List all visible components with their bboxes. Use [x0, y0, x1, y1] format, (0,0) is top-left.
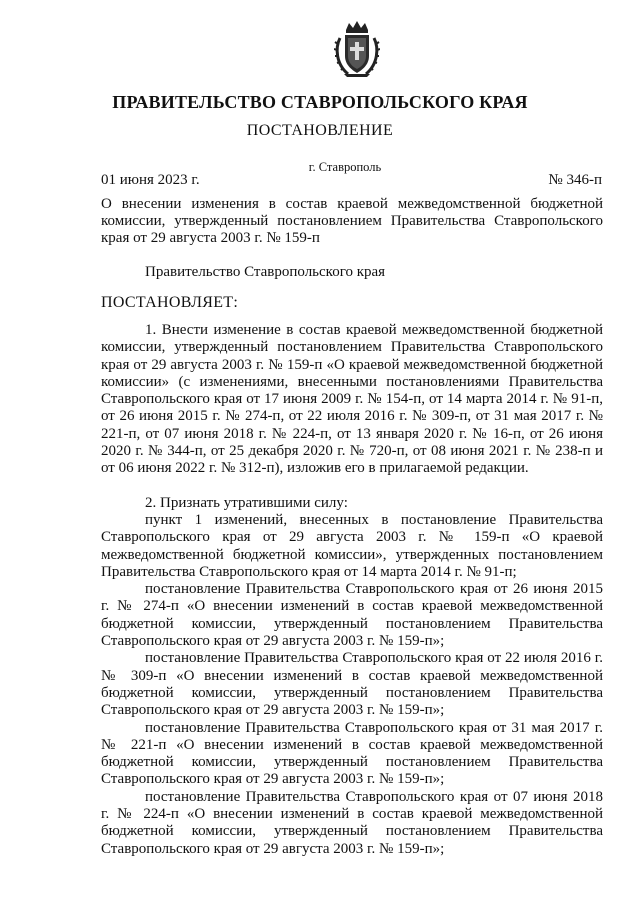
paragraph-2-item: постановление Правительства Ставропольского края от 31 мая 2017 г. № 221-п «О внесении изменений в состав краевой межведомственной бюджетной комиссии, утвержденный постановлением Правительства Ставропольского края от 29 августа 2003 г. № 159-п»;	[101, 719, 603, 788]
coat-of-arms-icon	[334, 20, 380, 78]
document-body	[101, 322, 603, 858]
paragraph-1: 1. Внести изменение в состав краевой межведомственной бюджетной комиссии, утвержденный постановлением Правительства Ставропольского края от 29 августа 2003 г. № 159-п «О краевой межведомственной бюджетной комиссии» (с изменениями, внесенными постановлениями Правительства Ставропольского края от 17 июня 2009 г. № 154-п, от 14 марта 2014 г. № 91-п, от 26 июня 2015 г. № 274-п, от 22 июля 2016 г. № 309-п, от 31 мая 2017 г. № 221-п, от 07 июня 2018 г. № 224-п, от 13 января 2020 г. № 16-п, от 26 июня 2020 г. № 344-п, от 25 декабря 2020 г. № 720-п, от 08 июня 2021 г. № 238-п и от 06 июня 2022 г. № 312-п), изложив его в прилагаемой редакции.	[101, 322, 603, 477]
intro-line: Правительство Ставропольского края	[145, 264, 386, 280]
city: г. Ставрополь	[308, 160, 382, 174]
paragraph-2-item: пункт 1 изменений, внесенных в постановление Правительства Ставропольского края от 29 августа 2003 г. № 159-п «О краевой межведомственной бюджетной комиссии», утвержденных постановлением Правительства Ставропольского края от 14 марта 2014 г. № 91-п;	[101, 511, 603, 580]
government-title: ПРАВИТЕЛЬСТВО СТАВРОПОЛЬСКОГО КРАЯ	[112, 92, 528, 112]
document-subject: О внесении изменения в состав краевой межведомственной бюджетной комиссии, утвержденный постановлением Правительства Ставропольского края от 29 августа 2003 г. № 159-п	[101, 196, 603, 246]
resolves-heading: ПОСТАНОВЛЯЕТ:	[101, 294, 239, 311]
paragraph-2-item: постановление Правительства Ставропольского края от 26 июня 2015 г. № 274-п «О внесении изменений в состав краевой межведомственной бюджетной комиссии, утвержденный постановлением Правительства Ставропольского края от 29 августа 2003 г. № 159-п»;	[101, 581, 603, 650]
document-type: ПОСТАНОВЛЕНИЕ	[246, 122, 394, 139]
paragraph-2-item: постановление Правительства Ставропольского края от 07 июня 2018 г. № 224-п «О внесении изменений в состав краевой межведомственной бюджетной комиссии, утвержденный постановлением Правительства Ставропольского края от 29 августа 2003 г. № 159-п»;	[101, 788, 603, 857]
paragraph-2-item: постановление Правительства Ставропольского края от 22 июля 2016 г. № 309-п «О внесении изменений в состав краевой межведомственной бюджетной комиссии, утвержденный постановлением Правительства Ставропольского края от 29 августа 2003 г. № 159-п»;	[101, 650, 603, 719]
document-date: 01 июня 2023 г.	[101, 172, 200, 188]
paragraph-2: 2. Признать утратившими силу:	[145, 494, 348, 511]
document-number: № 346-п	[548, 172, 602, 188]
